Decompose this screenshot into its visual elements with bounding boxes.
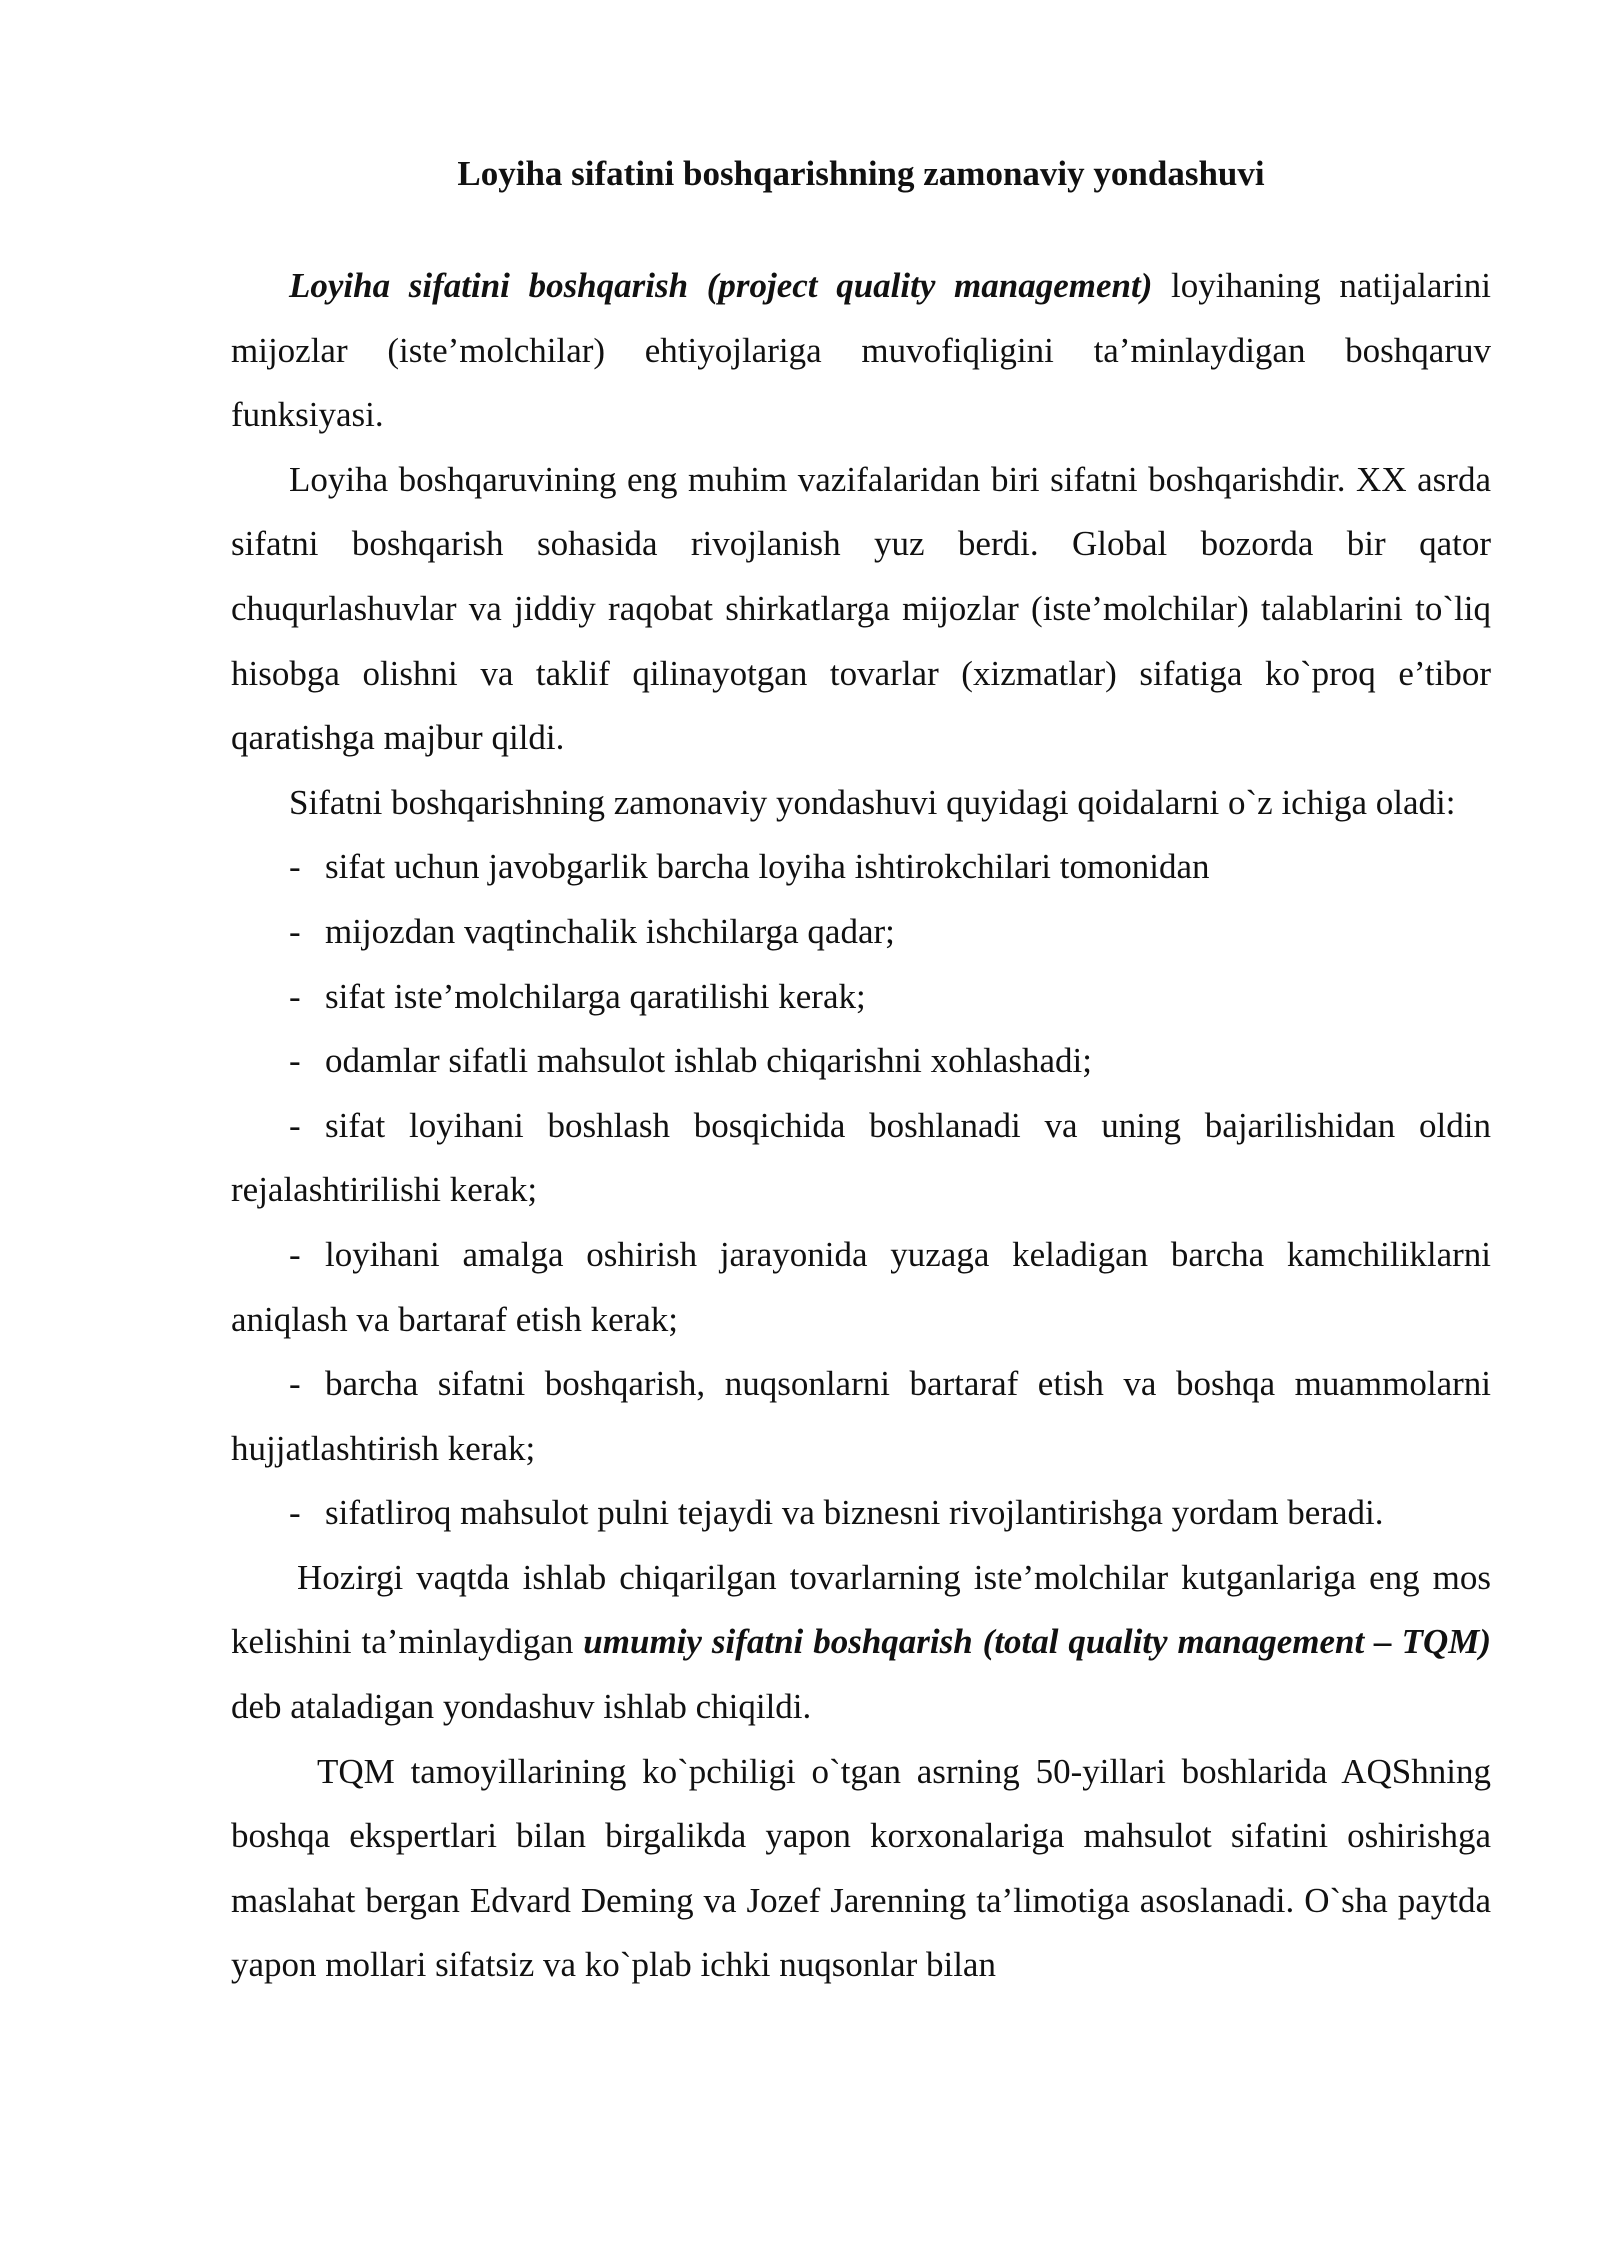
list-item-text: mijozdan vaqtinchalik ishchilarga qadar; <box>325 911 895 951</box>
list-item-text: sifatliroq mahsulot pulni tejaydi va biznesni rivojlantirishga yordam beradi. <box>325 1493 1384 1533</box>
list-item-text: sifat uchun javobgarlik barcha loyiha ishtirokchilari tomonidan <box>325 847 1210 887</box>
list-item <box>231 1223 1491 1352</box>
list-marker: - <box>289 1041 301 1081</box>
list-marker: - <box>289 847 301 887</box>
paragraph-tqm-definition <box>231 1546 1491 1740</box>
paragraph-tqm-history: TQM tamoyillarining ko`pchiligi o`tgan asrning 50-yillari boshlarida AQShning boshqa ekspertlari bilan birgalikda yapon korxonalariga mahsulot sifatini oshirishga maslahat bergan Edvard Deming va Jozef Jarenning ta’limotiga asoslanadi. O`sha paytda yapon mollari sifatsiz va ko`plab ichki nuqsonlar bilan <box>231 1751 1491 1985</box>
term-project-quality-management: Loyiha sifatini boshqarish (project quality management) <box>289 266 1153 305</box>
list-marker: - <box>289 1364 301 1404</box>
paragraph-definition <box>231 254 1491 448</box>
definition-text: loyihaning natijalarini mijozlar (iste’molchilar) ehtiyojlariga muvofiqligini ta’minlaydigan boshqaruv funksiyasi. <box>231 266 1491 435</box>
list-item <box>231 965 1491 1030</box>
list-item <box>231 900 1491 965</box>
list-marker: - <box>289 1105 301 1145</box>
list-item-text: loyihani amalga oshirish jarayonida yuzaga keladigan barcha kamchiliklarni aniqlash va bartaraf etish kerak; <box>231 1234 1491 1339</box>
paragraph-approach-intro: Sifatni boshqarishning zamonaviy yondashuvi quyidagi qoidalarni o`z ichiga oladi: <box>289 782 1456 822</box>
list-item-text: odamlar sifatli mahsulot ishlab chiqarishni xohlashadi; <box>325 1041 1092 1081</box>
list-marker: - <box>289 1493 301 1533</box>
list-marker: - <box>289 911 301 951</box>
list-marker: - <box>289 1234 301 1274</box>
list-item <box>231 1352 1491 1481</box>
list-item <box>231 1481 1491 1546</box>
tqm-text-before: Hozirgi vaqtda ishlab chiqarilgan tovarlarning iste’molchilar kutganlariga eng mos kelishini ta’minlaydigan <box>231 1557 1491 1662</box>
list-item <box>231 1029 1491 1094</box>
list-item-text: sifat iste’molchilarga qaratilishi kerak; <box>325 976 866 1016</box>
list-item-text: sifat loyihani boshlash bosqichida boshlanadi va uning bajarilishidan oldin rejalashtirilishi kerak; <box>231 1105 1491 1210</box>
document-title: Loyiha sifatini boshqarishning zamonaviy yondashuvi <box>457 154 1265 193</box>
list-item-text: barcha sifatni boshqarish, nuqsonlarni bartaraf etish va boshqa muammolarni hujjatlashtirish kerak; <box>231 1364 1491 1468</box>
document-page <box>231 150 1491 1998</box>
list-item <box>231 1094 1491 1223</box>
list-marker: - <box>289 976 301 1016</box>
tqm-text-after: deb ataladigan yondashuv ishlab chiqildi. <box>231 1687 812 1727</box>
term-total-quality-management: umumiy sifatni boshqarish (total quality management – TQM) <box>583 1622 1491 1662</box>
paragraph-importance: Loyiha boshqaruvining eng muhim vazifalaridan biri sifatni boshqarishdir. XX asrda sifatni boshqarish sohasida rivojlanish yuz berdi. Global bozorda bir qator chuqurlashuvlar va jiddiy raqobat shirkatlarga mijozlar (iste’molchilar) talablarini to`liq hisobga olishni va taklif qilinayotgan tovarlar (xizmatlar) sifatiga ko`proq e’tibor qaratishga majbur qildi. <box>231 459 1491 758</box>
list-item <box>231 835 1491 900</box>
